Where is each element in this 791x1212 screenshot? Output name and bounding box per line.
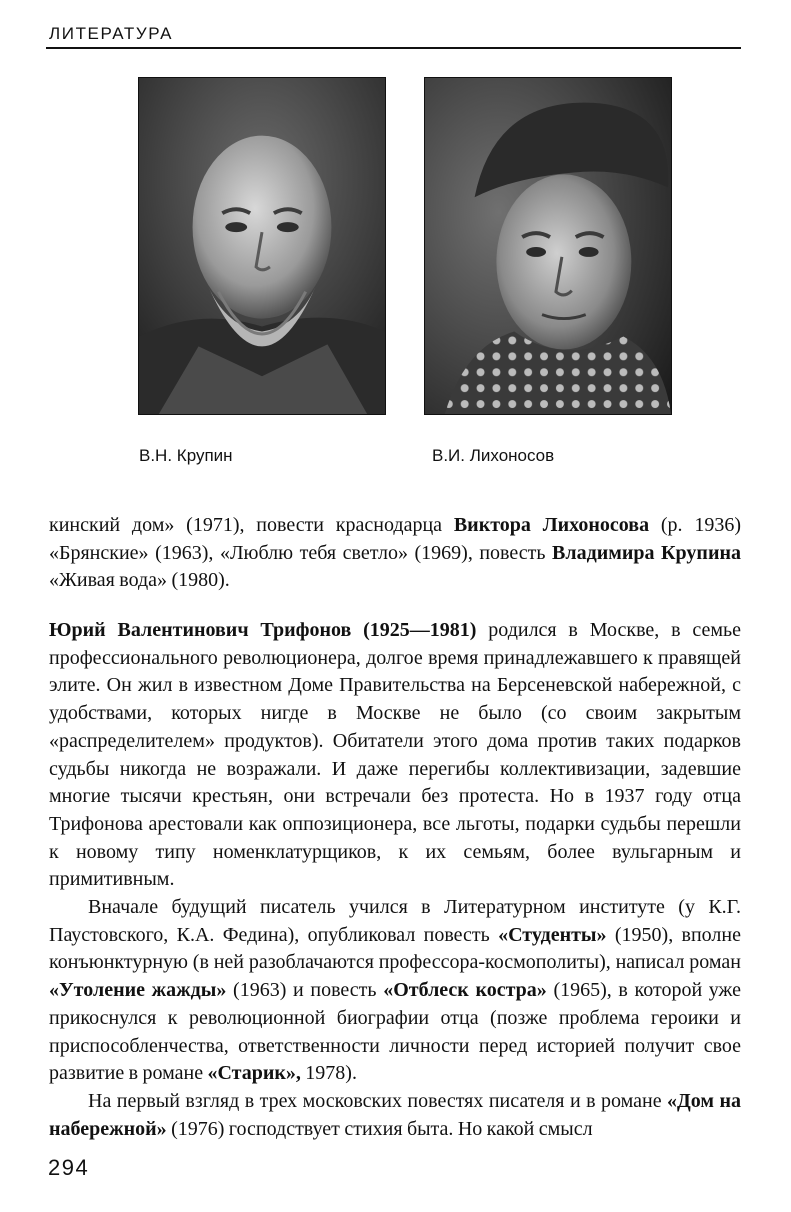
text-run: кинский дом» (1971), повести краснодарца: [49, 514, 454, 536]
portrait-photo-krupin: [138, 77, 386, 415]
paragraph-moscow-novellas: [49, 1088, 741, 1143]
page-number: 294: [48, 1155, 90, 1180]
text-run: Вначале будущий писатель учился в Литературном институте (у К.Г. Паустовского, К.А. Федина), опубликовал повесть: [49, 896, 741, 946]
photo-caption-krupin: В.Н. Крупин: [139, 446, 233, 465]
text-run: (1965), в которой уже прикоснулся к революционной биографии отца (позже проблема героики и приспособленчества, ответственности личности перед историей получит свое развитие в романе: [49, 979, 741, 1085]
text-run: (1976) господствует стихия быта. Но какой смысл: [166, 1117, 593, 1140]
text-run: 1978).: [300, 1062, 357, 1085]
author-name-krupin: Владимира Крупина: [552, 541, 741, 564]
work-title: «Студенты»: [498, 923, 607, 946]
work-title: «Утоление жажды»: [49, 979, 227, 1002]
author-name-likhonosov: Виктора Лихоносова: [453, 514, 650, 536]
running-head: ЛИТЕРАТУРА: [49, 24, 174, 43]
portrait-krupin-image: [139, 78, 385, 414]
text-run: родился в Москве, в семье профессионального революционера, долгое время принадлежавшего к правящей элите. Он жил в известном Доме Правительства на Берсеневской набережной, с удобствами, которых нигде в Москве не было (со своим закрытым «распределителем» продуктов). Обитатели этого дома против таких подарков судьбы никогда не возражали. И даже перегибы коллективизации, задевшие многие тысячи крестьян, они встречали без протеста. Но в 1937 году отца Трифонова арестовали как оппозиционера, все льготы, подарки судьбы перешли к новому типу номенклатурщиков, к их семьям, более вульгарным и примитивным.: [49, 619, 741, 891]
photo-caption-likhonosov: В.И. Лихоносов: [432, 446, 555, 465]
portrait-photo-likhonosov: [424, 77, 672, 415]
portrait-likhonosov-image: [425, 78, 671, 414]
main-text-block: [49, 617, 741, 1143]
paragraph-continuation: [49, 512, 741, 595]
work-title: «Отблеск костра»: [383, 979, 547, 1002]
text-run: (р. 1936) «Брянские» (1963), «Люблю тебя светло» (1969), повесть: [49, 514, 741, 564]
text-run: «Живая вода» (1980).: [49, 569, 230, 592]
header-rule: [46, 47, 741, 49]
author-name-trifonov: Юрий Валентинович Трифонов (1925—1981): [49, 619, 477, 641]
work-title: «Дом на набережной»: [49, 1089, 741, 1140]
paragraph-early-works: [49, 894, 741, 1088]
text-run: (1963) и повесть: [226, 979, 384, 1002]
paragraph-trifonov-intro: [49, 617, 741, 894]
text-run: (1950), вполне конъюнктурную (в ней разоблачаются профессора-космополиты), написал роман: [49, 923, 741, 974]
work-title: «Старик»,: [207, 1062, 301, 1085]
text-run: На первый взгляд в трех московских повестях писателя и в романе: [88, 1089, 668, 1112]
